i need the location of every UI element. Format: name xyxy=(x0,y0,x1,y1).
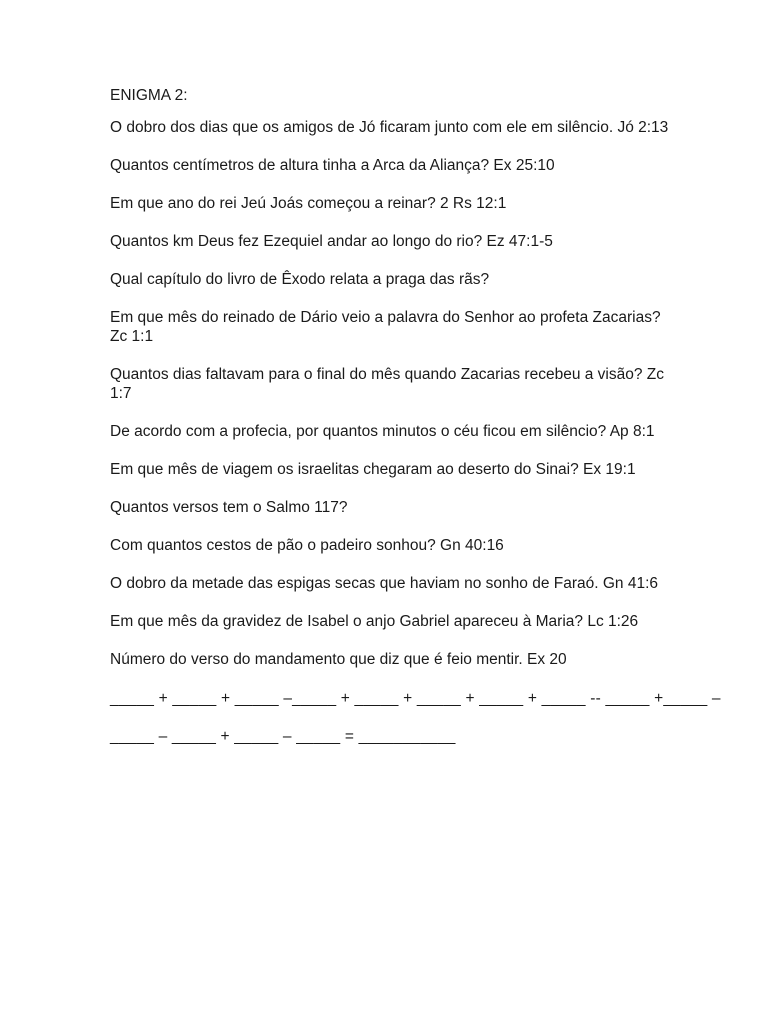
document-page xyxy=(110,86,721,765)
question-7: Quantos dias faltavam para o final do mês quando Zacarias recebeu a visão? Zc 1:7 xyxy=(110,366,665,402)
question-11: Com quantos cestos de pão o padeiro sonhou? Gn 40:16 xyxy=(110,537,504,554)
question-4: Quantos km Deus fez Ezequiel andar ao longo do rio? Ez 47:1-5 xyxy=(110,233,553,250)
question-5: Qual capítulo do livro de Êxodo relata a praga das rãs? xyxy=(110,271,490,288)
question-3: Em que ano do rei Jeú Joás começou a reinar? 2 Rs 12:1 xyxy=(110,195,507,212)
question-1: O dobro dos dias que os amigos de Jó ficaram junto com ele em silêncio. Jó 2:13 xyxy=(110,119,669,136)
question-6: Em que mês do reinado de Dário veio a palavra do Senhor ao profeta Zacarias? Zc 1:1 xyxy=(110,309,661,345)
question-9: Em que mês de viagem os israelitas chegaram ao deserto do Sinai? Ex 19:1 xyxy=(110,461,636,478)
equation-line-1: _____ + _____ + _____ –_____ + _____ + _____ + _____ + _____ -- _____ +_____ – xyxy=(110,690,721,707)
question-2: Quantos centímetros de altura tinha a Arca da Aliança? Ex 25:10 xyxy=(110,157,555,174)
question-13: Em que mês da gravidez de Isabel o anjo Gabriel apareceu à Maria? Lc 1:26 xyxy=(110,613,639,630)
question-list xyxy=(110,118,670,669)
question-10: Quantos versos tem o Salmo 117? xyxy=(110,499,348,516)
question-8: De acordo com a profecia, por quantos minutos o céu ficou em silêncio? Ap 8:1 xyxy=(110,423,655,440)
equation-line-2: _____ – _____ + _____ – _____ = ___________ xyxy=(110,728,456,745)
question-12: O dobro da metade das espigas secas que haviam no sonho de Faraó. Gn 41:6 xyxy=(110,575,659,592)
question-14: Número do verso do mandamento que diz que é feio mentir. Ex 20 xyxy=(110,651,567,668)
document-title: ENIGMA 2: xyxy=(110,87,188,104)
equation-block xyxy=(110,689,721,746)
